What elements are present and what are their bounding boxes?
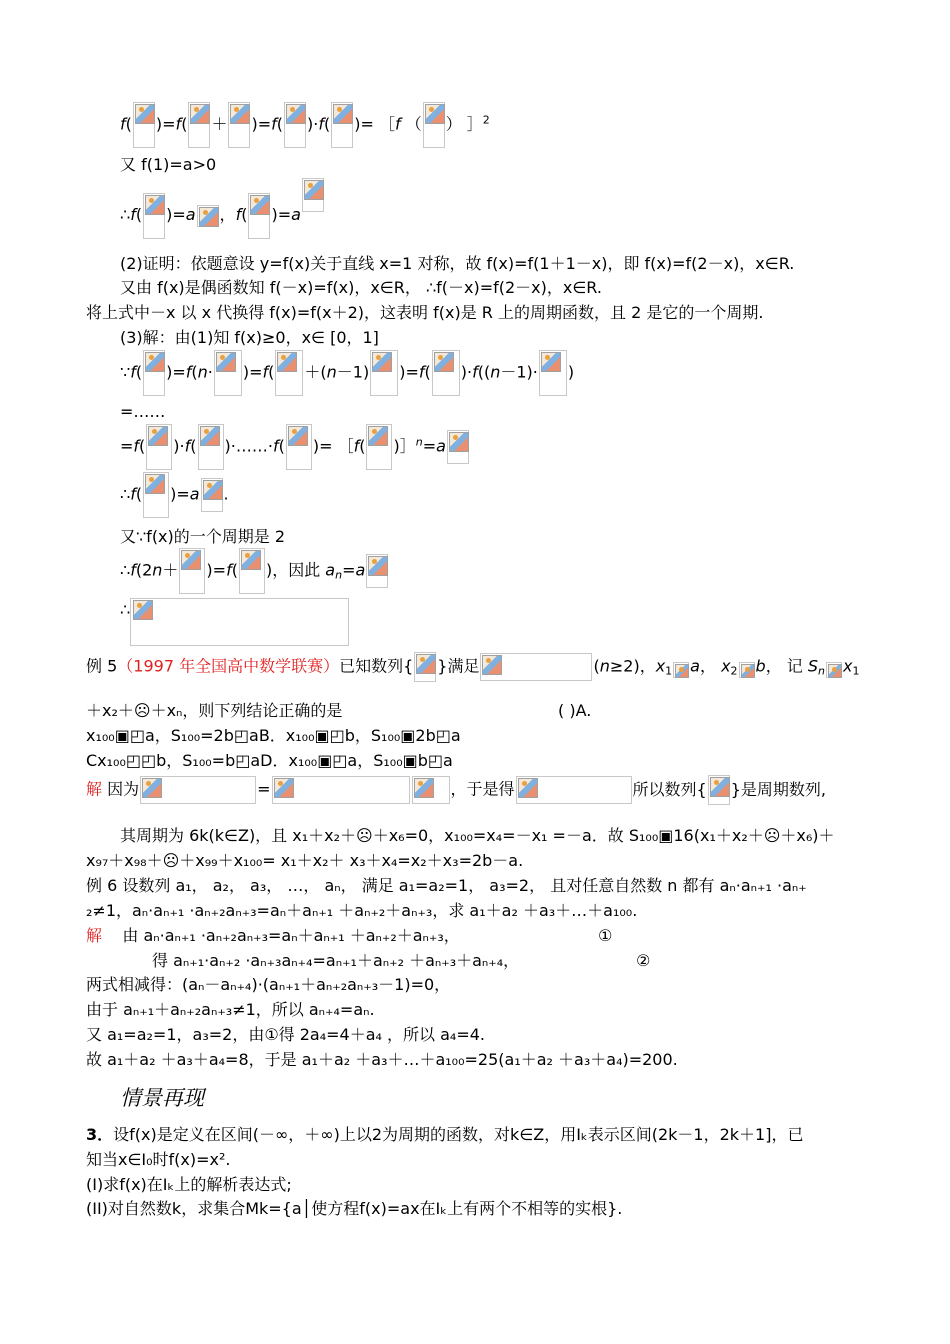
formula-line-5: =f( )·f( )·……·f( )= ［f( )］$^n$=a bbox=[120, 424, 470, 472]
formula-image-icon bbox=[188, 102, 210, 148]
solution-line-1: (3)解：由(1)知 f(x)≥0，x∈ [0，1] bbox=[120, 328, 379, 347]
formula-image-icon bbox=[370, 350, 398, 396]
formula-line-7: ∴f(2n＋ )=f( )，因此 $a_n=a$ bbox=[120, 548, 389, 596]
proof-line-2: 又由 f(x)是偶函数知 f(－x)=f(x)，x∈R， ∴f(－x)=f(2－x)，x∈R. bbox=[120, 278, 602, 297]
formula-image-icon bbox=[447, 430, 469, 464]
formula-image-icon bbox=[331, 102, 353, 148]
formula-image-box bbox=[130, 598, 349, 646]
text-line: 又 f(1)=a>0 bbox=[120, 155, 217, 174]
equals-sign: = bbox=[257, 779, 271, 799]
example-5-solution-line-3: x₉₇＋x₉₈＋☹＋x₉₉＋x₁₀₀= x₁＋x₂＋ x₃＋x₄=x₂＋x₃=2b－a. bbox=[86, 851, 524, 870]
formula-line-8 bbox=[120, 600, 130, 620]
example-6-solution-line-6: 故 a₁＋a₂ ＋a₃＋a₄=8，于是 a₁＋a₂ ＋a₃＋…＋a₁₀₀=25(a₁＋a₂ ＋a₃＋a₄)=200. bbox=[86, 1050, 678, 1069]
formula-image-icon bbox=[143, 472, 169, 518]
solution-text: ，于是得 bbox=[450, 779, 515, 799]
example-6-line-1: 例 6 设数列 a₁， a₂， a₃， …， aₙ， 满足 a₁=a₂=1， a₃=2， 且对任意自然数 n 都有 aₙ·aₙ₊₁ ·aₙ₊ bbox=[86, 876, 807, 895]
formula-image-icon bbox=[539, 350, 567, 396]
option-line-2: Cx₁₀₀◰◰b，S₁₀₀=b◰aD．x₁₀₀▣◰a，S₁₀₀▣b◰a bbox=[86, 751, 453, 770]
formula-line-4: ∵f( )=f(n· )=f( ＋(n－1) )=f( )·f((n－1)· ) bbox=[120, 350, 574, 398]
exponent: n bbox=[415, 435, 423, 449]
equation-number-1: ① bbox=[598, 926, 613, 945]
subscript: n bbox=[335, 568, 343, 582]
problem-3-line-3: (I)求f(x)在Iₖ上的解析表达式; bbox=[86, 1175, 292, 1194]
formula-image-icon bbox=[302, 178, 324, 212]
formula-image-icon bbox=[739, 662, 755, 678]
formula-image-icon bbox=[179, 548, 205, 594]
formula-line-3: ∴f( )=a ，f( )=a bbox=[120, 178, 325, 226]
problem-3-line-4: (II)对自然数k，求集合Mk={a│使方程f(x)=ax在Iₖ上有两个不相等的实根}. bbox=[86, 1199, 623, 1218]
formula-image-icon bbox=[146, 424, 172, 470]
problem-text: 设f(x)是定义在区间(－∞，＋∞)上以2为周期的函数，对k∈Z，用Iₖ表示区间(2k－1，2k＋1]，已 bbox=[113, 1125, 804, 1144]
option-line-1: x₁₀₀▣◰a，S₁₀₀=2b◰aB．x₁₀₀▣◰b，S₁₀₀▣2b◰a bbox=[86, 726, 461, 745]
example-5-solution-line-1 bbox=[86, 775, 826, 811]
formula-image-icon bbox=[366, 554, 388, 588]
example-6-solution-line-3: 两式相减得：(aₙ－aₙ₊₄)·(aₙ₊₁＋aₙ₊₂aₙ₊₃－1)=0， bbox=[86, 975, 451, 994]
formula-image-icon bbox=[286, 424, 312, 470]
example-source: （1997 年全国高中数学联赛） bbox=[117, 656, 340, 676]
formula-image-icon bbox=[140, 776, 256, 804]
example-6-solution-line-4: 由于 aₙ₊₁＋aₙ₊₂aₙ₊₃≠1，所以 aₙ₊₄=aₙ. bbox=[86, 1000, 375, 1019]
formula-image-icon bbox=[480, 653, 592, 681]
formula-image-icon bbox=[275, 350, 303, 396]
problem-3-line-1 bbox=[86, 1125, 803, 1145]
example-6-line-2: ₂≠1，aₙ·aₙ₊₁ ·aₙ₊₂aₙ₊₃=aₙ＋aₙ₊₁ ＋aₙ₊₂＋aₙ₊₃，求 a₁＋a₂ ＋a₃＋…＋a₁₀₀. bbox=[86, 901, 638, 920]
text-line: =…… bbox=[120, 402, 166, 421]
formula-line-6: ∴f( )=a . bbox=[120, 472, 229, 520]
formula-image-icon bbox=[272, 776, 410, 804]
formula-line-1: f( )=f( ＋ )=f( )·f( )= ［f （ ） ］$^2$ bbox=[120, 102, 490, 150]
formula-image-icon bbox=[423, 102, 445, 148]
formula-image-icon bbox=[228, 102, 250, 148]
formula-image-icon bbox=[366, 424, 392, 470]
formula-image-icon bbox=[708, 775, 730, 805]
example-5-text: ＋x₂＋☹＋xₙ，则下列结论正确的是 bbox=[86, 701, 343, 720]
section-heading: 情景再现 bbox=[120, 1086, 204, 1110]
formula-image-icon bbox=[143, 350, 165, 396]
formula-image-icon bbox=[516, 776, 632, 804]
formula-image-icon bbox=[214, 350, 242, 396]
formula-image-icon bbox=[412, 776, 450, 804]
example-5-solution-line-2: 其周期为 6k(k∈Z)，且 x₁＋x₂＋☹＋x₆=0，x₁₀₀=x₄=－x₁ =－a．故 S₁₀₀▣16(x₁＋x₂＋☹＋x₆)＋ bbox=[120, 826, 835, 845]
proof-line-1: (2)证明：依题意设 y=f(x)关于直线 x=1 对称，故 f(x)=f(1＋1－x)，即 f(x)=f(2－x)，x∈R. bbox=[120, 254, 795, 273]
formula-image-icon bbox=[826, 662, 842, 678]
solution-label: 解 bbox=[86, 926, 103, 945]
formula-image-icon bbox=[132, 599, 154, 621]
equation-number-2: ② bbox=[636, 951, 651, 970]
example-6-solution-line-1 bbox=[86, 926, 460, 946]
problem-3-line-2: 知当x∈I₀时f(x)=x². bbox=[86, 1150, 231, 1169]
formula-image-icon bbox=[143, 193, 165, 239]
formula-image-icon bbox=[414, 652, 436, 682]
formula-image-icon bbox=[248, 193, 270, 239]
example-6-solution-line-5: 又 a₁=a₂=1，a₃=2，由①得 2a₄=4＋a₄ ，所以 a₄=4. bbox=[86, 1025, 486, 1044]
text-line: 又∵f(x)的一个周期是 2 bbox=[120, 527, 286, 546]
example-5-line-1: 例 5（1997 年全国高中数学联赛）已知数列{ }满足 (n≥2)，$x_1$ a， $x_2$ b， 记 $S_n$ $x_1$ bbox=[86, 652, 860, 686]
example-5-line-2 bbox=[86, 701, 342, 721]
problem-number: 3． bbox=[86, 1125, 114, 1144]
formula-image-icon bbox=[133, 102, 155, 148]
formula-image-icon bbox=[201, 478, 223, 512]
therefore-symbol: ∴ bbox=[120, 600, 131, 619]
formula-image-icon bbox=[197, 205, 219, 227]
formula-image-icon bbox=[284, 102, 306, 148]
proof-line-3: 将上式中－x 以 x 代换得 f(x)=f(x＋2)，这表明 f(x)是 R 上的周期函数，且 2 是它的一个周期. bbox=[86, 303, 764, 322]
solution-text: 因为 bbox=[107, 779, 140, 799]
solution-label: 解 bbox=[86, 779, 103, 799]
formula-image-icon bbox=[673, 662, 689, 678]
example-6-solution-line-2: 得 aₙ₊₁·aₙ₊₂ ·aₙ₊₃aₙ₊₄=aₙ₊₁＋aₙ₊₂ ＋aₙ₊₃＋aₙ₊₄， bbox=[152, 951, 520, 970]
formula-image-icon bbox=[239, 548, 265, 594]
answer-paren: ( )A. bbox=[558, 701, 592, 720]
formula-image-icon bbox=[432, 350, 460, 396]
example-label: 例 5 bbox=[86, 656, 118, 676]
exponent: 2 bbox=[482, 113, 490, 127]
formula-image-icon bbox=[198, 424, 224, 470]
solution-text: 由 aₙ·aₙ₊₁ ·aₙ₊₂aₙ₊₃=aₙ＋aₙ₊₁ ＋aₙ₊₂＋aₙ₊₃， bbox=[122, 926, 460, 945]
solution-text: 所以数列{ }是周期数列, bbox=[633, 780, 826, 799]
